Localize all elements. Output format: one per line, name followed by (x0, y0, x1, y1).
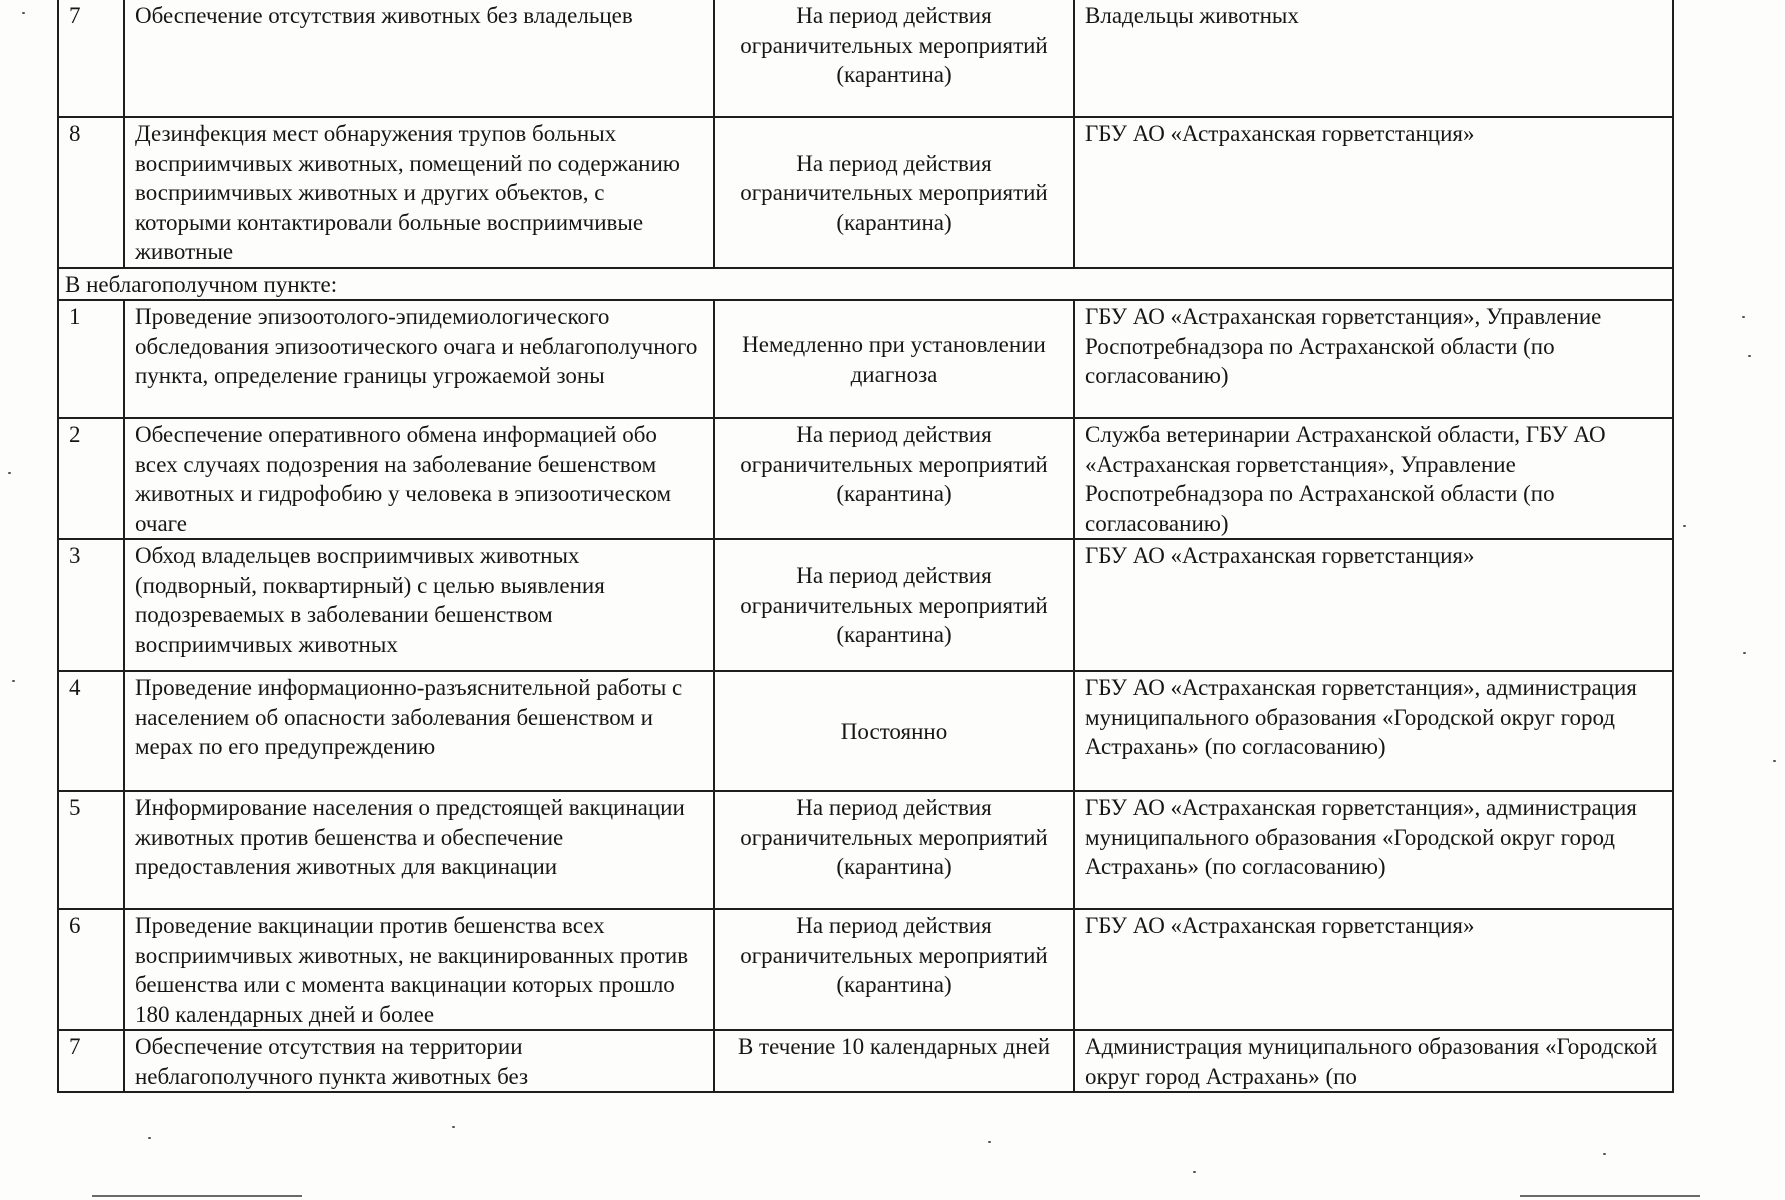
row-number: 1 (58, 300, 124, 418)
table-row (58, 791, 1673, 909)
speck (1743, 652, 1746, 654)
table-row (58, 117, 1673, 268)
term-text: На период действия ограничительных мероприятий (карантина) (714, 539, 1074, 671)
responsible-text: Служба ветеринарии Астраханской области, ГБУ АО «Астраханская горветстанция», Управление Роспотребнадзора по Астраханской области (по согласованию) (1074, 418, 1673, 539)
row-number: 3 (58, 539, 124, 671)
table-row (58, 671, 1673, 791)
measure-text: Информирование населения о предстоящей вакцинации животных против бешенства и обеспечение предоставления животных для вакцинации (124, 791, 714, 909)
term-text: На период действия ограничительных мероприятий (карантина) (714, 418, 1074, 539)
row-number: 2 (58, 418, 124, 539)
term-text: Немедленно при установлении диагноза (714, 300, 1074, 418)
responsible-text: ГБУ АО «Астраханская горветстанция» (1074, 909, 1673, 1030)
table-row (58, 418, 1673, 539)
table-row (58, 0, 1673, 117)
speck (22, 12, 25, 14)
row-number: 5 (58, 791, 124, 909)
term-text: На период действия ограничительных мероприятий (карантина) (714, 117, 1074, 268)
table-row (58, 300, 1673, 418)
speck (1748, 355, 1751, 357)
table-row (58, 909, 1673, 1030)
row-number: 7 (58, 1030, 124, 1092)
table-row (58, 1030, 1673, 1092)
speck (148, 1137, 151, 1139)
speck (1603, 1153, 1606, 1155)
measure-text: Дезинфекция мест обнаружения трупов больных восприимчивых животных, помещений по содержанию восприимчивых животных и других объектов, с которыми контактировали больные восприимчивые животные (124, 117, 714, 268)
row-number: 7 (58, 0, 124, 117)
speck (1683, 525, 1686, 527)
measure-text: Проведение вакцинации против бешенства всех восприимчивых животных, не вакцинированных против бешенства или с момента вакцинации которых прошло 180 календарных дней и более (124, 909, 714, 1030)
responsible-text: Владельцы животных (1074, 0, 1673, 117)
responsible-text: ГБУ АО «Астраханская горветстанция», администрация муниципального образования «Городской округ город Астрахань» (по согласованию) (1074, 671, 1673, 791)
responsible-text: Администрация муниципального образования «Городской округ город Астрахань» (по (1074, 1030, 1673, 1092)
section-heading: В неблагополучном пункте: (58, 268, 1673, 301)
term-text: Постоянно (714, 671, 1074, 791)
table-row (58, 539, 1673, 671)
responsible-text: ГБУ АО «Астраханская горветстанция» (1074, 117, 1673, 268)
speck (1193, 1171, 1196, 1173)
measure-text: Обход владельцев восприимчивых животных (подворный, поквартирный) с целью выявления подозреваемых в заболевании бешенством восприимчивых животных (124, 539, 714, 671)
responsible-text: ГБУ АО «Астраханская горветстанция», Управление Роспотребнадзора по Астраханской области (по согласованию) (1074, 300, 1673, 418)
row-number: 6 (58, 909, 124, 1030)
scan-edge-line (92, 1195, 302, 1197)
responsible-text: ГБУ АО «Астраханская горветстанция» (1074, 539, 1673, 671)
measures-table (57, 0, 1674, 1093)
speck (1773, 760, 1776, 762)
row-number: 8 (58, 117, 124, 268)
measure-text: Проведение информационно-разъяснительной работы с населением об опасности заболевания бешенством и мерах по его предупреждению (124, 671, 714, 791)
speck (988, 1141, 991, 1143)
speck (12, 680, 15, 682)
measure-text: Обеспечение отсутствия на территории неблагополучного пункта животных без (124, 1030, 714, 1092)
section-heading-row (58, 268, 1673, 301)
term-text: В течение 10 календарных дней (714, 1030, 1074, 1092)
measure-text: Обеспечение оперативного обмена информацией обо всех случаях подозрения на заболевание бешенством животных и гидрофобию у человека в эпизоотическом очаге (124, 418, 714, 539)
term-text: На период действия ограничительных мероприятий (карантина) (714, 909, 1074, 1030)
scan-edge-line (1520, 1195, 1700, 1197)
speck (8, 472, 11, 474)
speck (1742, 316, 1745, 318)
term-text: На период действия ограничительных мероприятий (карантина) (714, 791, 1074, 909)
responsible-text: ГБУ АО «Астраханская горветстанция», администрация муниципального образования «Городской округ город Астрахань» (по согласованию) (1074, 791, 1673, 909)
measure-text: Обеспечение отсутствия животных без владельцев (124, 0, 714, 117)
row-number: 4 (58, 671, 124, 791)
speck (452, 1126, 455, 1128)
term-text: На период действия ограничительных мероприятий (карантина) (714, 0, 1074, 117)
measure-text: Проведение эпизоотолого-эпидемиологического обследования эпизоотического очага и неблагополучного пункта, определение границы угрожаемой зоны (124, 300, 714, 418)
